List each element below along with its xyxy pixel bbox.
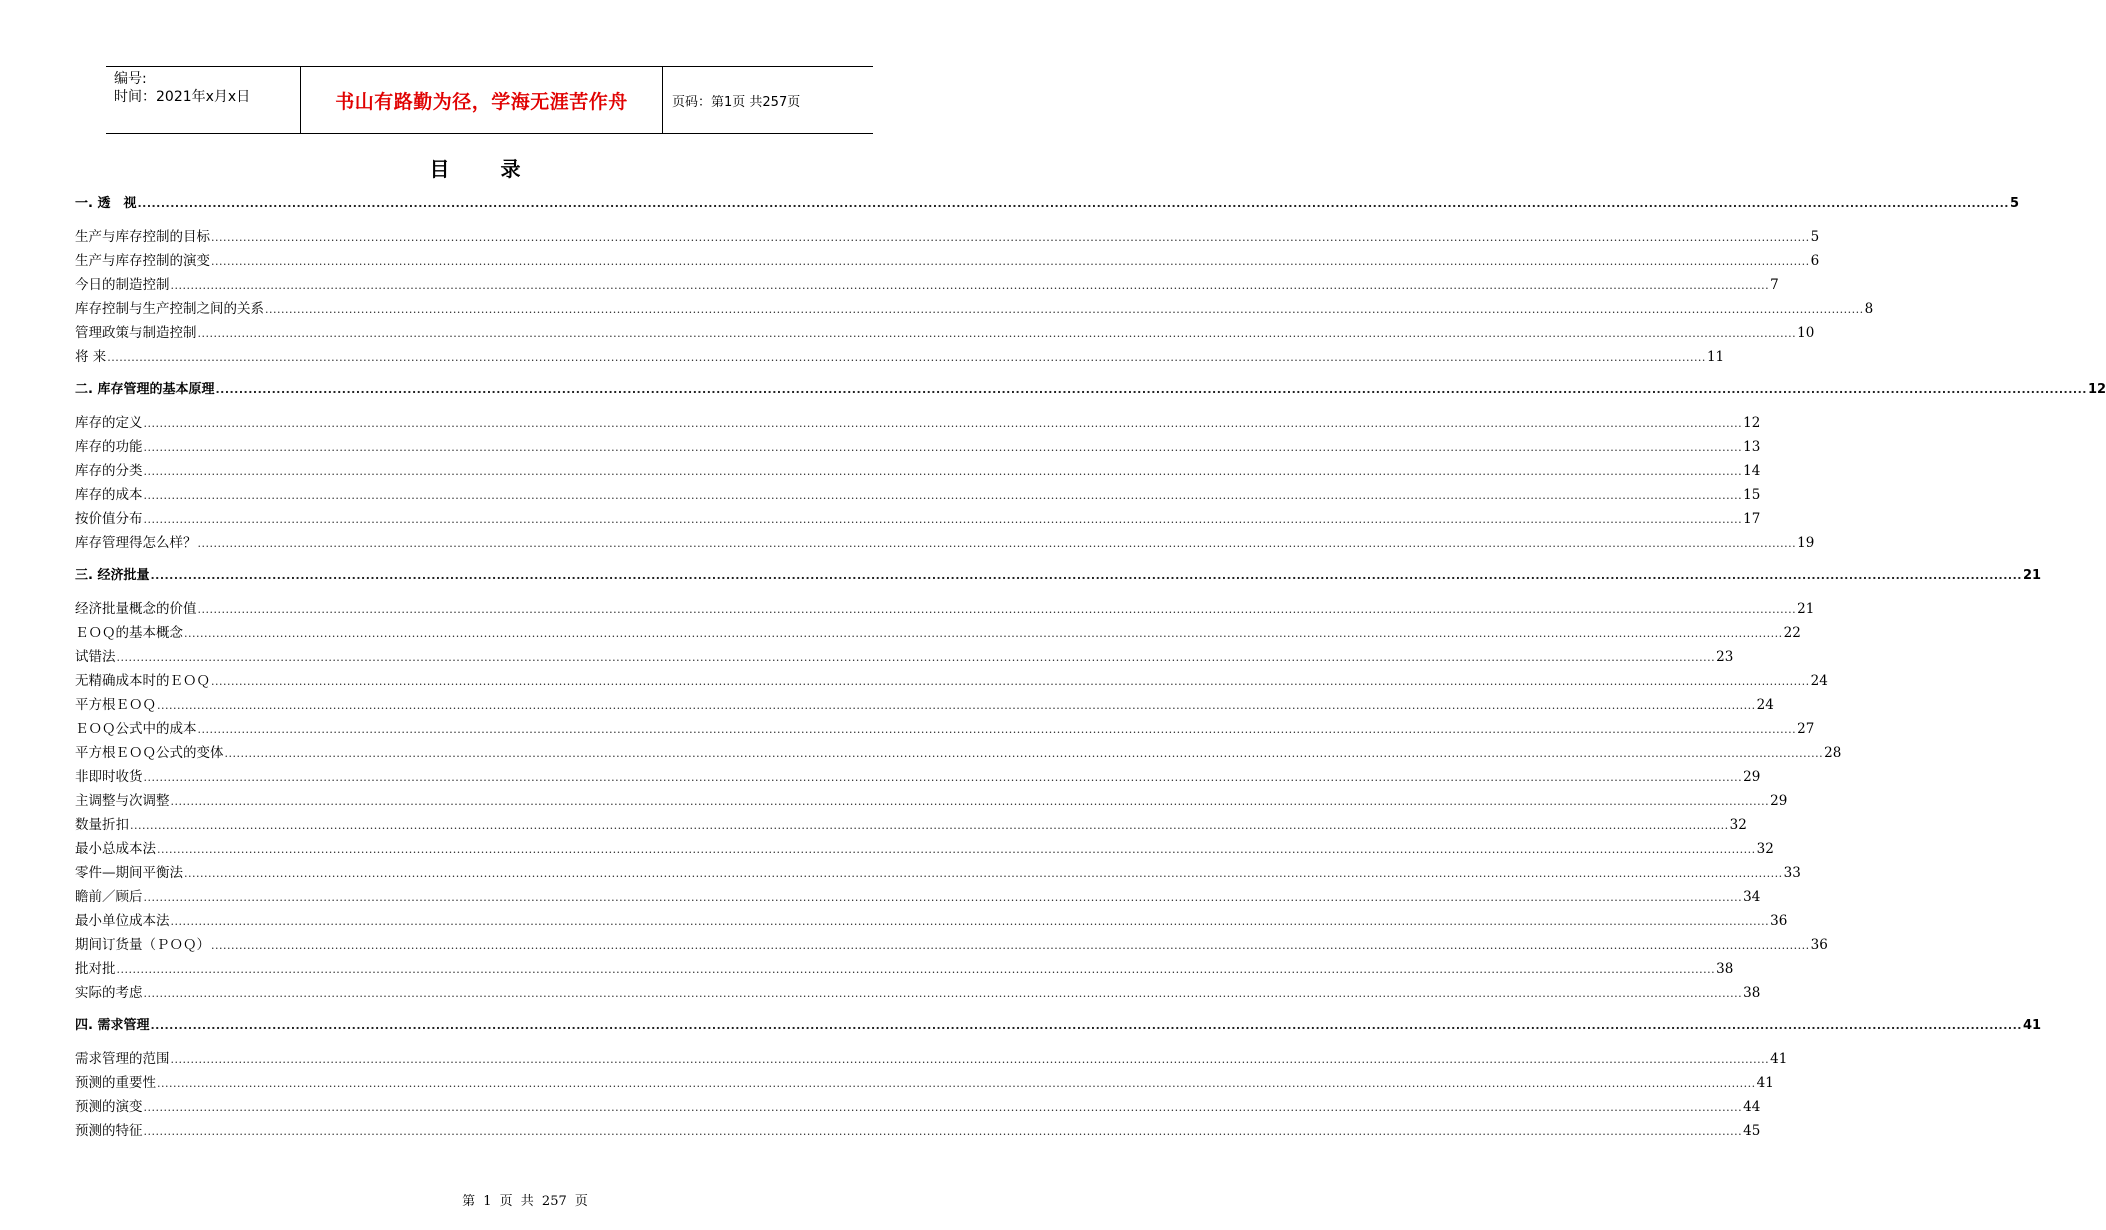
toc-entry-title: 试错法 xyxy=(75,649,116,665)
toc-entry-page: 41 xyxy=(2022,1018,2042,1033)
dot-leader: ................................................................................................................................................................................................................................................................................................................................................................................................................ xyxy=(215,383,2087,396)
toc-entry-page: 29 xyxy=(1743,769,1761,785)
toc-entry[interactable] xyxy=(75,297,1874,321)
toc-entry-page: 21 xyxy=(2022,568,2042,583)
toc-entry-title: 今日的制造控制 xyxy=(75,277,170,293)
toc-entry[interactable] xyxy=(75,813,1747,837)
toc-entry[interactable] xyxy=(75,483,1761,507)
dot-leader: ................................................................................................................................................................................................................................................................................................................................................................................................................ xyxy=(116,963,1716,976)
toc-entry-title: 管理政策与制造控制 xyxy=(75,325,197,341)
toc-entry-title: ＥＯＱ的基本概念 xyxy=(75,625,183,641)
toc-entry-title: ＥＯＱ公式中的成本 xyxy=(75,721,197,737)
toc-section-entry[interactable] xyxy=(75,564,2042,588)
dot-leader: ................................................................................................................................................................................................................................................................................................................................................................................................................ xyxy=(137,197,2009,210)
toc-entry-title: 最小单位成本法 xyxy=(75,913,170,929)
toc-entry-page: 32 xyxy=(1756,841,1774,857)
dot-leader: ................................................................................................................................................................................................................................................................................................................................................................................................................ xyxy=(150,1019,2022,1032)
toc-entry-title: 需求管理的范围 xyxy=(75,1051,170,1067)
toc-entry-title: 平方根ＥＯＱ公式的变体 xyxy=(75,745,224,761)
toc-entry-title: 预测的重要性 xyxy=(75,1075,156,1091)
toc-entry[interactable] xyxy=(75,789,1788,813)
toc-entry-page: 11 xyxy=(1706,349,1725,365)
toc-entry-page: 38 xyxy=(1716,961,1734,977)
toc-entry-page: 7 xyxy=(1770,277,1779,293)
toc-entry-title: 二. 库存管理的基本原理 xyxy=(75,382,215,397)
header-meta xyxy=(106,67,300,133)
dot-leader: ................................................................................................................................................................................................................................................................................................................................................................................................................ xyxy=(265,303,1864,316)
table-of-contents xyxy=(75,192,2106,1143)
toc-entry-page: 28 xyxy=(1824,745,1842,761)
toc-entry-page: 36 xyxy=(1810,937,1828,953)
header-page-info: 页码：第1页 共257页 xyxy=(672,94,801,110)
toc-entry[interactable] xyxy=(75,1047,1788,1071)
time-label: 时间：2021年x月x日 xyxy=(114,89,251,105)
dot-leader: ................................................................................................................................................................................................................................................................................................................................................................................................................ xyxy=(197,537,1797,550)
toc-entry[interactable] xyxy=(75,435,1761,459)
toc-entry-page: 27 xyxy=(1797,721,1815,737)
toc-entry-page: 8 xyxy=(1864,301,1874,317)
toc-entry-title: 库存的成本 xyxy=(75,487,143,503)
toc-entry-page: 33 xyxy=(1783,865,1801,881)
dot-leader: ................................................................................................................................................................................................................................................................................................................................................................................................................ xyxy=(197,603,1797,616)
dot-leader: ................................................................................................................................................................................................................................................................................................................................................................................................................ xyxy=(143,465,1743,478)
toc-entry[interactable] xyxy=(75,765,1761,789)
toc-entry[interactable] xyxy=(75,1071,1774,1095)
toc-entry-page: 5 xyxy=(2009,196,2019,211)
toc-entry-title: 预测的特征 xyxy=(75,1123,143,1139)
toc-entry-title: 按价值分布 xyxy=(75,511,143,527)
toc-entry[interactable] xyxy=(75,981,1761,1005)
page-footer: 第 1 页 共 257 页 xyxy=(462,1194,588,1209)
toc-entry-page: 24 xyxy=(1756,697,1774,713)
toc-entry[interactable] xyxy=(75,645,1734,669)
dot-leader: ................................................................................................................................................................................................................................................................................................................................................................................................................ xyxy=(211,939,1810,952)
toc-entry-page: 22 xyxy=(1783,625,1801,641)
header-motto: 书山有路勤为径，学海无涯苦作舟 xyxy=(300,67,663,133)
dot-leader: ................................................................................................................................................................................................................................................................................................................................................................................................................ xyxy=(143,1125,1743,1138)
toc-entry[interactable] xyxy=(75,273,1779,297)
toc-section-entry[interactable] xyxy=(75,192,2019,216)
toc-entry-page: 15 xyxy=(1743,487,1761,503)
toc-entry[interactable] xyxy=(75,597,1815,621)
toc-entry-title: 四. 需求管理 xyxy=(75,1018,150,1033)
dot-leader: ................................................................................................................................................................................................................................................................................................................................................................................................................ xyxy=(184,627,1783,640)
number-label: 编号: xyxy=(114,71,147,87)
toc-entry[interactable] xyxy=(75,225,1820,249)
dot-leader: ................................................................................................................................................................................................................................................................................................................................................................................................................ xyxy=(143,441,1743,454)
dot-leader: ................................................................................................................................................................................................................................................................................................................................................................................................................ xyxy=(130,819,1729,832)
toc-entry-page: 36 xyxy=(1770,913,1788,929)
dot-leader: ................................................................................................................................................................................................................................................................................................................................................................................................................ xyxy=(116,651,1716,664)
toc-entry-page: 24 xyxy=(1810,673,1828,689)
toc-entry-page: 13 xyxy=(1743,439,1761,455)
dot-leader: ................................................................................................................................................................................................................................................................................................................................................................................................................ xyxy=(143,513,1743,526)
toc-entry[interactable] xyxy=(75,249,1820,273)
toc-entry[interactable] xyxy=(75,837,1774,861)
toc-entry-title: 批对批 xyxy=(75,961,116,977)
dot-leader: ................................................................................................................................................................................................................................................................................................................................................................................................................ xyxy=(143,987,1743,1000)
toc-entry-page: 17 xyxy=(1743,511,1761,527)
toc-entry-title: 库存管理得怎么样？ xyxy=(75,535,197,551)
toc-entry[interactable] xyxy=(75,885,1761,909)
toc-entry-title: 非即时收货 xyxy=(75,769,143,785)
toc-entry-title: 将 来 xyxy=(75,349,107,365)
dot-leader: ................................................................................................................................................................................................................................................................................................................................................................................................................ xyxy=(150,569,2022,582)
toc-entry-title: 三. 经济批量 xyxy=(75,568,150,583)
dot-leader: ................................................................................................................................................................................................................................................................................................................................................................................................................ xyxy=(184,867,1783,880)
toc-entry[interactable] xyxy=(75,459,1761,483)
toc-entry-title: 库存的功能 xyxy=(75,439,143,455)
toc-entry-page: 45 xyxy=(1743,1123,1761,1139)
toc-entry-page: 38 xyxy=(1743,985,1761,1001)
dot-leader: ................................................................................................................................................................................................................................................................................................................................................................................................................ xyxy=(170,1053,1770,1066)
toc-entry[interactable] xyxy=(75,507,1761,531)
toc-entry[interactable] xyxy=(75,531,1815,555)
toc-entry-title: 平方根ＥＯＱ xyxy=(75,697,156,713)
toc-entry-page: 14 xyxy=(1743,463,1761,479)
toc-entry-title: 瞻前／顾后 xyxy=(75,889,143,905)
document-header xyxy=(106,66,873,134)
toc-entry[interactable] xyxy=(75,741,1842,765)
toc-entry[interactable] xyxy=(75,1119,1761,1143)
dot-leader: ................................................................................................................................................................................................................................................................................................................................................................................................................ xyxy=(107,351,1706,364)
toc-entry-page: 12 xyxy=(2087,382,2106,397)
toc-entry-title: 生产与库存控制的演变 xyxy=(75,253,210,269)
toc-entry-title: 生产与库存控制的目标 xyxy=(75,229,210,245)
toc-entry[interactable] xyxy=(75,621,1801,645)
toc-entry-page: 41 xyxy=(1770,1051,1788,1067)
toc-entry[interactable] xyxy=(75,861,1801,885)
toc-entry-page: 19 xyxy=(1797,535,1815,551)
toc-entry-title: 零件—期间平衡法 xyxy=(75,865,183,881)
toc-entry[interactable] xyxy=(75,933,1828,957)
toc-section-entry[interactable] xyxy=(75,1014,2042,1038)
toc-entry-title: 库存的定义 xyxy=(75,415,143,431)
toc-entry-page: 6 xyxy=(1810,253,1820,269)
toc-entry-title: 预测的演变 xyxy=(75,1099,143,1115)
toc-entry-page: 10 xyxy=(1797,325,1815,341)
dot-leader: ................................................................................................................................................................................................................................................................................................................................................................................................................ xyxy=(170,915,1770,928)
toc-entry-title: 无精确成本时的ＥＯＱ xyxy=(75,673,210,689)
dot-leader: ................................................................................................................................................................................................................................................................................................................................................................................................................ xyxy=(211,231,1810,244)
toc-entry[interactable] xyxy=(75,321,1815,345)
dot-leader: ................................................................................................................................................................................................................................................................................................................................................................................................................ xyxy=(143,891,1743,904)
dot-leader: ................................................................................................................................................................................................................................................................................................................................................................................................................ xyxy=(143,1101,1743,1114)
toc-entry[interactable] xyxy=(75,909,1788,933)
toc-entry[interactable] xyxy=(75,411,1761,435)
toc-entry-page: 44 xyxy=(1743,1099,1761,1115)
dot-leader: ................................................................................................................................................................................................................................................................................................................................................................................................................ xyxy=(157,699,1756,712)
toc-entry-page: 12 xyxy=(1743,415,1761,431)
toc-title: 目 录 xyxy=(429,157,543,181)
dot-leader: ................................................................................................................................................................................................................................................................................................................................................................................................................ xyxy=(197,723,1797,736)
toc-entry-title: 库存控制与生产控制之间的关系 xyxy=(75,301,264,317)
dot-leader: ................................................................................................................................................................................................................................................................................................................................................................................................................ xyxy=(170,795,1770,808)
toc-entry[interactable] xyxy=(75,1095,1761,1119)
dot-leader: ................................................................................................................................................................................................................................................................................................................................................................................................................ xyxy=(143,771,1743,784)
dot-leader: ................................................................................................................................................................................................................................................................................................................................................................................................................ xyxy=(224,747,1824,760)
toc-entry-title: 最小总成本法 xyxy=(75,841,156,857)
toc-entry-page: 34 xyxy=(1743,889,1761,905)
dot-leader: ................................................................................................................................................................................................................................................................................................................................................................................................................ xyxy=(211,255,1810,268)
toc-entry-title: 一. 透 视 xyxy=(75,196,137,211)
dot-leader: ................................................................................................................................................................................................................................................................................................................................................................................................................ xyxy=(143,417,1743,430)
dot-leader: ................................................................................................................................................................................................................................................................................................................................................................................................................ xyxy=(170,279,1770,292)
dot-leader: ................................................................................................................................................................................................................................................................................................................................................................................................................ xyxy=(211,675,1810,688)
toc-entry-title: 期间订货量（ＰＯＱ） xyxy=(75,937,210,953)
toc-entry-page: 32 xyxy=(1729,817,1747,833)
toc-entry-title: 库存的分类 xyxy=(75,463,143,479)
toc-entry-title: 实际的考虑 xyxy=(75,985,143,1001)
toc-entry-title: 主调整与次调整 xyxy=(75,793,170,809)
toc-section-entry[interactable] xyxy=(75,378,2106,402)
dot-leader: ................................................................................................................................................................................................................................................................................................................................................................................................................ xyxy=(197,327,1797,340)
dot-leader: ................................................................................................................................................................................................................................................................................................................................................................................................................ xyxy=(143,489,1743,502)
dot-leader: ................................................................................................................................................................................................................................................................................................................................................................................................................ xyxy=(157,843,1756,856)
toc-entry-page: 21 xyxy=(1797,601,1815,617)
toc-entry-title: 经济批量概念的价值 xyxy=(75,601,197,617)
toc-entry[interactable] xyxy=(75,669,1828,693)
toc-entry-page: 5 xyxy=(1810,229,1820,245)
toc-entry[interactable] xyxy=(75,717,1815,741)
toc-entry-page: 23 xyxy=(1716,649,1734,665)
toc-entry[interactable] xyxy=(75,693,1774,717)
toc-entry-page: 29 xyxy=(1770,793,1788,809)
toc-entry[interactable] xyxy=(75,345,1725,369)
toc-entry-title: 数量折扣 xyxy=(75,817,129,833)
toc-entry[interactable] xyxy=(75,957,1734,981)
toc-entry-page: 41 xyxy=(1756,1075,1774,1091)
dot-leader: ................................................................................................................................................................................................................................................................................................................................................................................................................ xyxy=(157,1077,1756,1090)
